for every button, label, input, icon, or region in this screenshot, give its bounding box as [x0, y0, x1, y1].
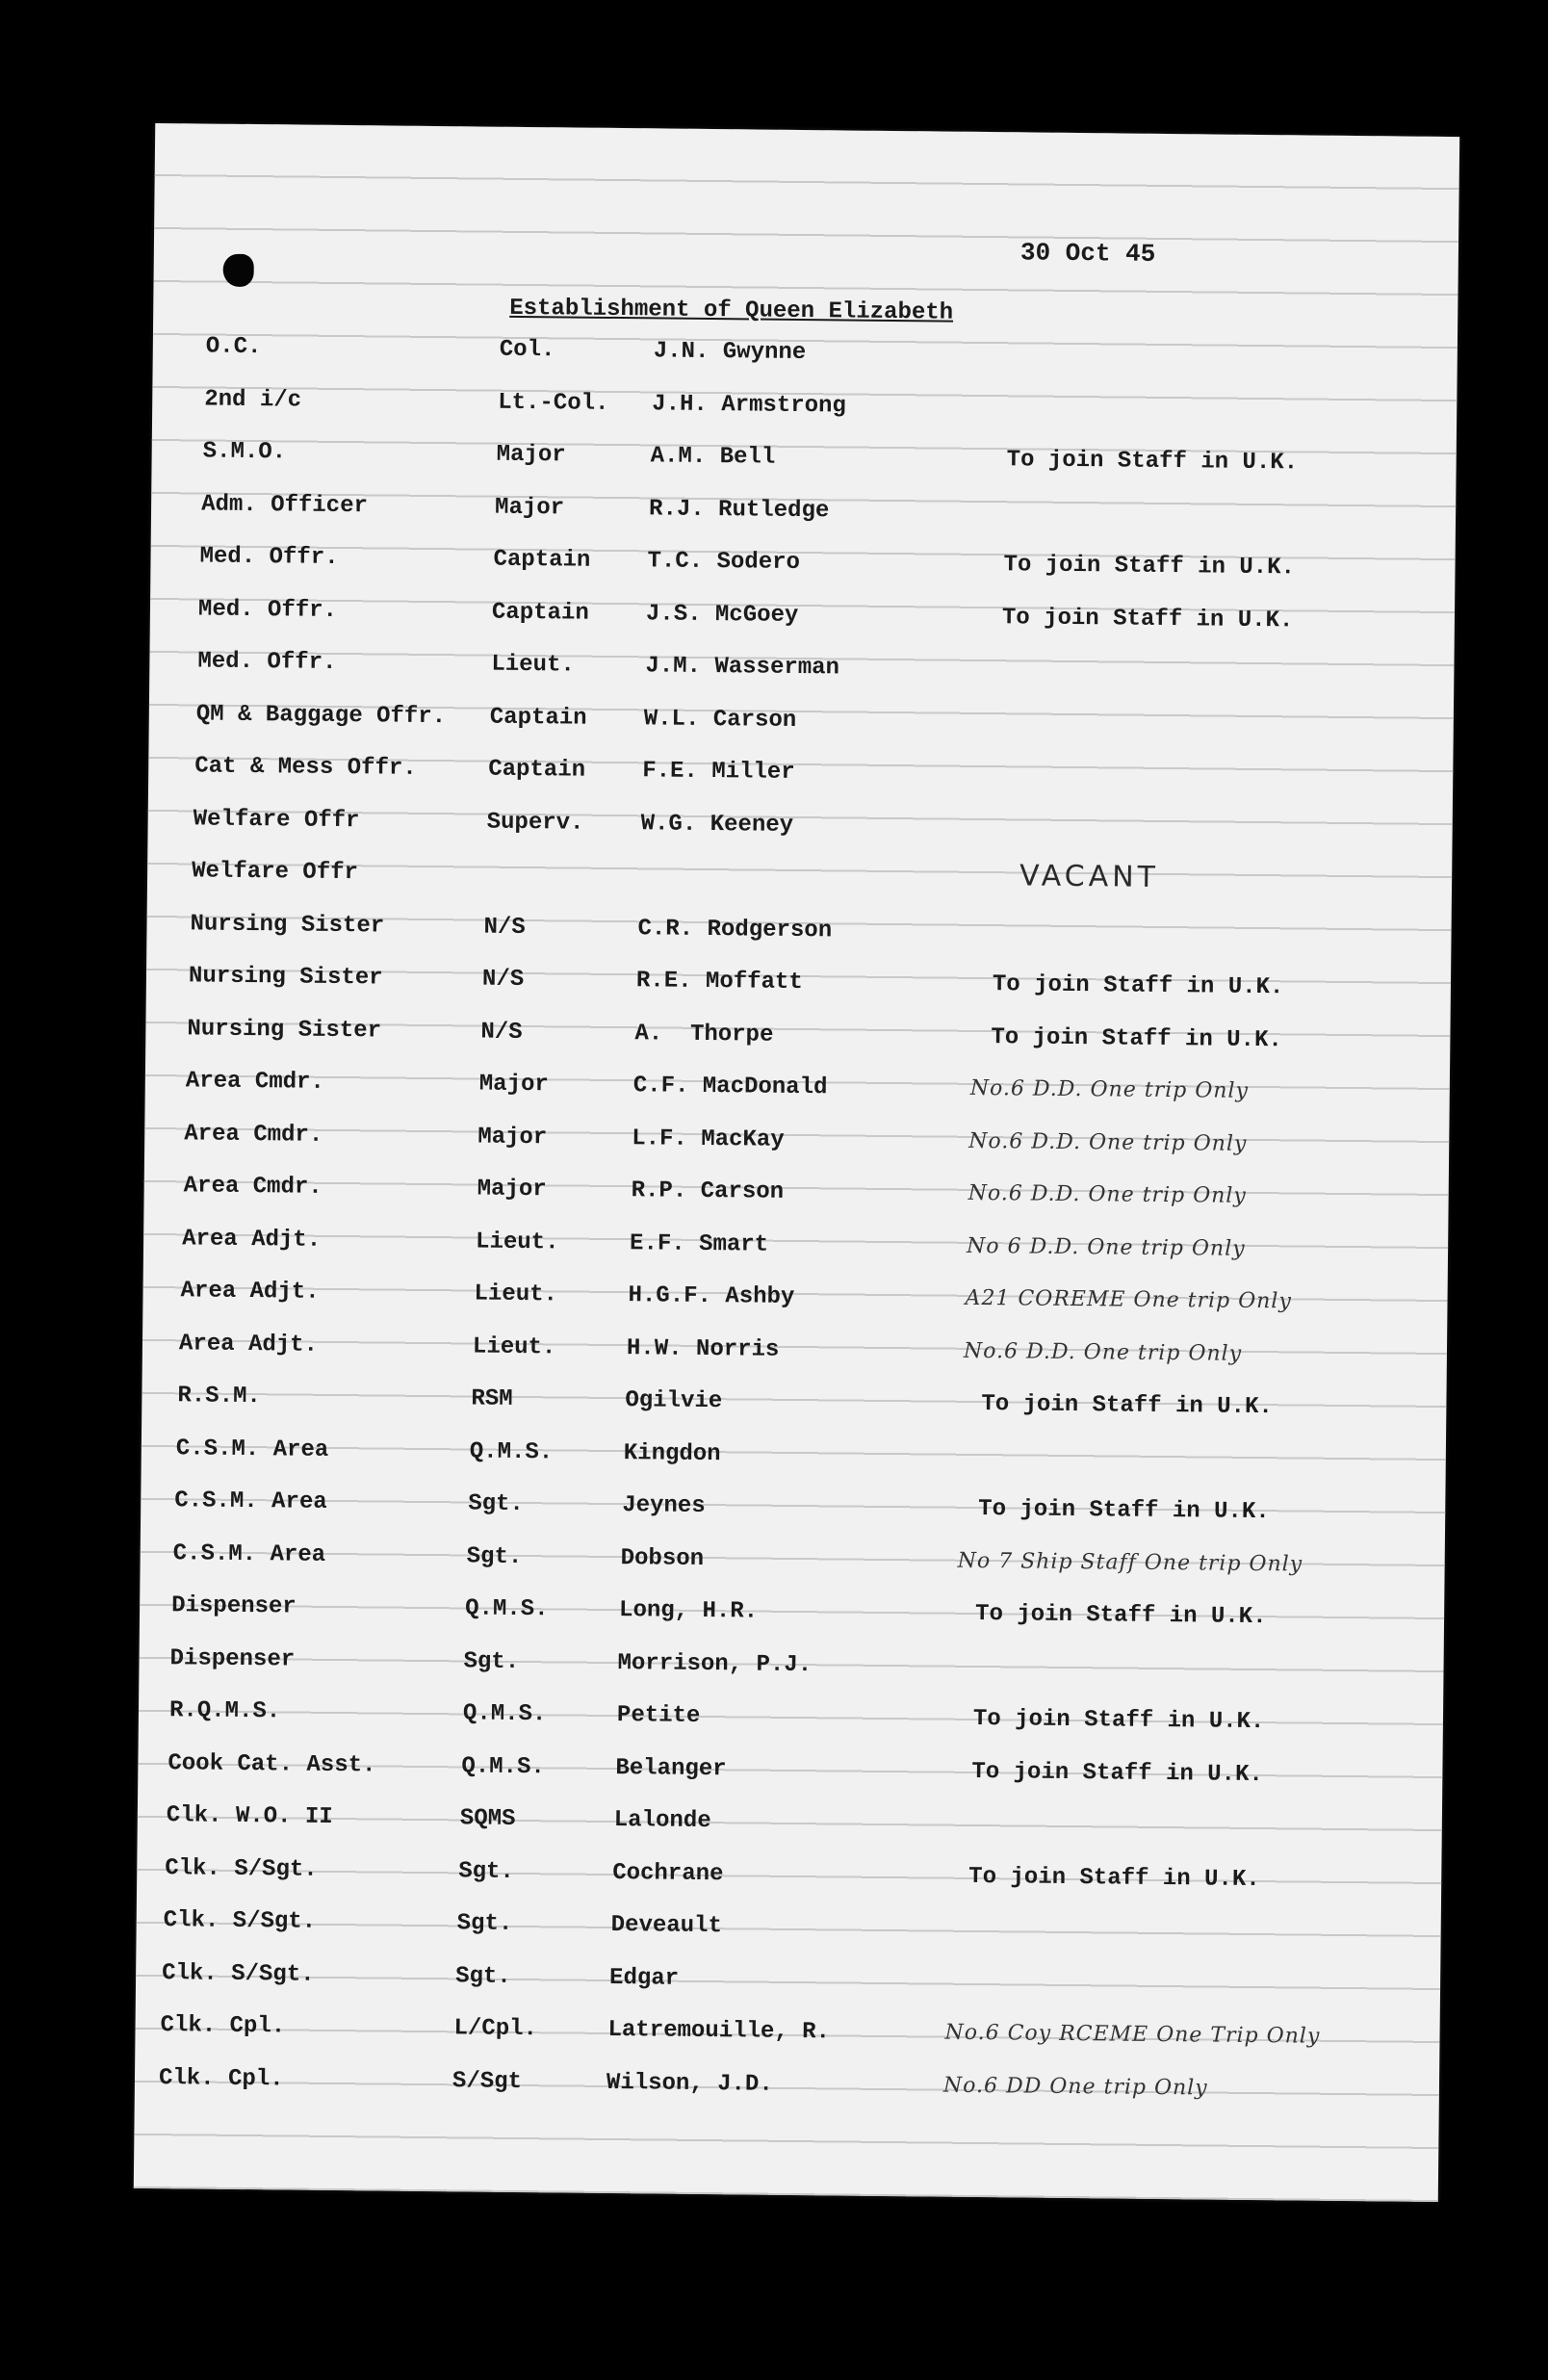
- person-name: Kingdon: [623, 1439, 721, 1467]
- document-page: [134, 123, 1459, 2202]
- rank: Captain: [488, 756, 586, 784]
- appointment: R.Q.M.S.: [168, 1697, 281, 1725]
- person-name: H.G.F. Ashby: [628, 1282, 795, 1310]
- remark: To join Staff in U.K.: [981, 1391, 1273, 1421]
- remark: To join Staff in U.K.: [1001, 604, 1294, 634]
- rank: Captain: [489, 704, 587, 732]
- ink-blot: [222, 254, 253, 287]
- remark: A21 COREME One trip Only: [965, 1285, 1292, 1314]
- rank: L/Cpl.: [453, 2015, 538, 2043]
- appointment: Welfare Offr: [191, 858, 359, 887]
- appointment: Adm. Officer: [200, 490, 369, 519]
- rank: Q.M.S.: [464, 1595, 549, 1623]
- remark: No.6 D.D. One trip Only: [968, 1128, 1248, 1156]
- rank: Superv.: [486, 809, 584, 837]
- rank: Sgt.: [454, 1962, 511, 1990]
- rank: Lt.-Col.: [498, 389, 609, 417]
- remark: To join Staff in U.K.: [991, 1023, 1282, 1053]
- rank: Major: [477, 1176, 547, 1203]
- person-name: Ogilvie: [625, 1387, 723, 1415]
- person-name: J.S. McGoey: [645, 600, 799, 629]
- person-name: Lalonde: [613, 1807, 711, 1835]
- rank: Major: [477, 1124, 548, 1151]
- appointment: Dispenser: [169, 1644, 296, 1673]
- appointment: Clk. Cpl.: [160, 2012, 286, 2040]
- appointment: Med. Offr.: [197, 595, 338, 624]
- appointment: Area Adjt.: [178, 1330, 319, 1358]
- remark: To join Staff in U.K.: [972, 1705, 1265, 1736]
- appointment: C.S.M. Area: [172, 1539, 326, 1568]
- remark: To join Staff in U.K.: [1006, 447, 1299, 477]
- person-name: R.J. Rutledge: [648, 495, 830, 524]
- remark: To join Staff in U.K.: [978, 1495, 1270, 1526]
- rank: SQMS: [459, 1805, 516, 1832]
- rank: Captain: [493, 546, 591, 574]
- rank: S/Sgt: [452, 2067, 523, 2095]
- person-name: J.H. Armstrong: [652, 390, 847, 419]
- rank: Sgt.: [458, 1857, 515, 1885]
- appointment: QM & Baggage Offr.: [195, 700, 447, 730]
- person-name: Morrison, P.J.: [617, 1649, 813, 1678]
- person-name: L.F. MacKay: [632, 1125, 785, 1153]
- appointment: R.S.M.: [177, 1383, 261, 1410]
- rank: Q.M.S.: [461, 1752, 545, 1780]
- remark: To join Staff in U.K.: [974, 1600, 1267, 1631]
- remark: No.6 Coy RCEME One Trip Only: [944, 2020, 1321, 2049]
- remark: No.6 D.D. One trip Only: [969, 1075, 1250, 1103]
- person-name: Deveault: [610, 1912, 723, 1940]
- remark: To join Staff in U.K.: [971, 1758, 1263, 1788]
- person-name: A. Thorpe: [634, 1020, 774, 1048]
- appointment: Dispenser: [171, 1592, 297, 1620]
- person-name: C.F. MacDonald: [632, 1073, 828, 1101]
- appointment: Clk. S/Sgt.: [165, 1854, 318, 1883]
- appointment: Area Cmdr.: [183, 1173, 322, 1201]
- person-name: Edgar: [608, 1964, 680, 1992]
- rank: Major: [478, 1071, 549, 1099]
- person-name: W.L. Carson: [643, 705, 797, 734]
- appointment: Cook Cat. Asst.: [168, 1749, 376, 1778]
- person-name: Long, H.R.: [618, 1597, 759, 1625]
- appointment: Area Adjt.: [181, 1225, 322, 1254]
- rank: Lieut.: [472, 1332, 556, 1360]
- appointment: Area Adjt.: [180, 1278, 320, 1306]
- rank: N/S: [481, 966, 525, 994]
- rank: Lieut.: [474, 1281, 558, 1308]
- remark: VACANT: [1019, 859, 1160, 894]
- appointment: 2nd i/c: [204, 386, 302, 414]
- appointment: Med. Offr.: [197, 648, 337, 676]
- person-name: R.P. Carson: [631, 1177, 785, 1205]
- person-name: C.R. Rodgerson: [637, 915, 833, 944]
- person-name: A.M. Bell: [650, 443, 776, 471]
- rank: Lieut.: [475, 1229, 559, 1255]
- rank: N/S: [480, 1019, 523, 1046]
- appointment: Nursing Sister: [187, 1015, 382, 1044]
- remark: No 6 D.D. One trip Only: [966, 1233, 1246, 1261]
- person-name: H.W. Norris: [626, 1334, 780, 1363]
- rank: Q.M.S.: [469, 1437, 554, 1465]
- person-name: R.E. Moffatt: [635, 968, 803, 996]
- rank: Major: [494, 494, 565, 521]
- remark: To join Staff in U.K.: [1003, 552, 1296, 582]
- person-name: W.G. Keeney: [640, 810, 794, 839]
- person-name: Petite: [616, 1702, 701, 1729]
- rank: Sgt.: [468, 1490, 525, 1518]
- appointment: C.S.M. Area: [175, 1435, 329, 1463]
- remark: No 7 Ship Staff One trip Only: [957, 1548, 1303, 1577]
- appointment: Clk. W.O. II: [166, 1802, 333, 1830]
- rank: N/S: [483, 914, 526, 941]
- person-name: Dobson: [620, 1544, 705, 1572]
- rank: Sgt.: [456, 1910, 513, 1937]
- remark: No.6 D.D. One trip Only: [968, 1180, 1247, 1208]
- remark: To join Staff in U.K.: [992, 971, 1284, 1001]
- appointment: Clk. Cpl.: [158, 2064, 284, 2092]
- appointment: C.S.M. Area: [174, 1488, 327, 1515]
- rank: Major: [496, 441, 566, 469]
- appointment: Area Cmdr.: [185, 1068, 325, 1096]
- person-name: Belanger: [615, 1754, 727, 1782]
- person-name: Jeynes: [622, 1492, 706, 1520]
- person-name: Latremouille, R.: [607, 2016, 831, 2046]
- person-name: T.C. Sodero: [647, 548, 801, 577]
- appointment: Welfare Offr: [193, 805, 360, 834]
- person-name: F.E. Miller: [642, 758, 795, 786]
- person-name: Cochrane: [612, 1859, 724, 1887]
- document-date: 30 Oct 45: [1019, 238, 1156, 269]
- appointment: Clk. S/Sgt.: [162, 1959, 315, 1988]
- person-name: Wilson, J.D.: [606, 2069, 773, 2098]
- rank: Captain: [491, 599, 589, 627]
- rank: Sgt.: [463, 1647, 520, 1675]
- person-name: J.M. Wasserman: [645, 653, 840, 682]
- remark: To join Staff in U.K.: [968, 1863, 1260, 1893]
- remark: No.6 DD One trip Only: [942, 2073, 1208, 2101]
- document-title: Establishment of Queen Elizabeth: [509, 295, 954, 326]
- establishment-list: [135, 325, 1458, 2123]
- appointment: Nursing Sister: [190, 910, 385, 940]
- rank: RSM: [471, 1385, 513, 1412]
- appointment: Area Cmdr.: [184, 1120, 323, 1149]
- person-name: E.F. Smart: [629, 1229, 769, 1258]
- appointment: Clk. S/Sgt.: [163, 1907, 317, 1935]
- rank: Lieut.: [491, 651, 575, 679]
- appointment: Med. Offr.: [199, 543, 339, 571]
- person-name: J.N. Gwynne: [653, 338, 807, 367]
- appointment: S.M.O.: [202, 438, 287, 466]
- remark: No.6 D.D. One trip Only: [963, 1338, 1243, 1366]
- rank: Col.: [499, 336, 555, 364]
- appointment: O.C.: [205, 333, 262, 361]
- appointment: Nursing Sister: [188, 963, 383, 992]
- rank: Sgt.: [466, 1542, 523, 1570]
- appointment: Cat & Mess Offr.: [194, 753, 417, 782]
- rank: Q.M.S.: [462, 1700, 547, 1728]
